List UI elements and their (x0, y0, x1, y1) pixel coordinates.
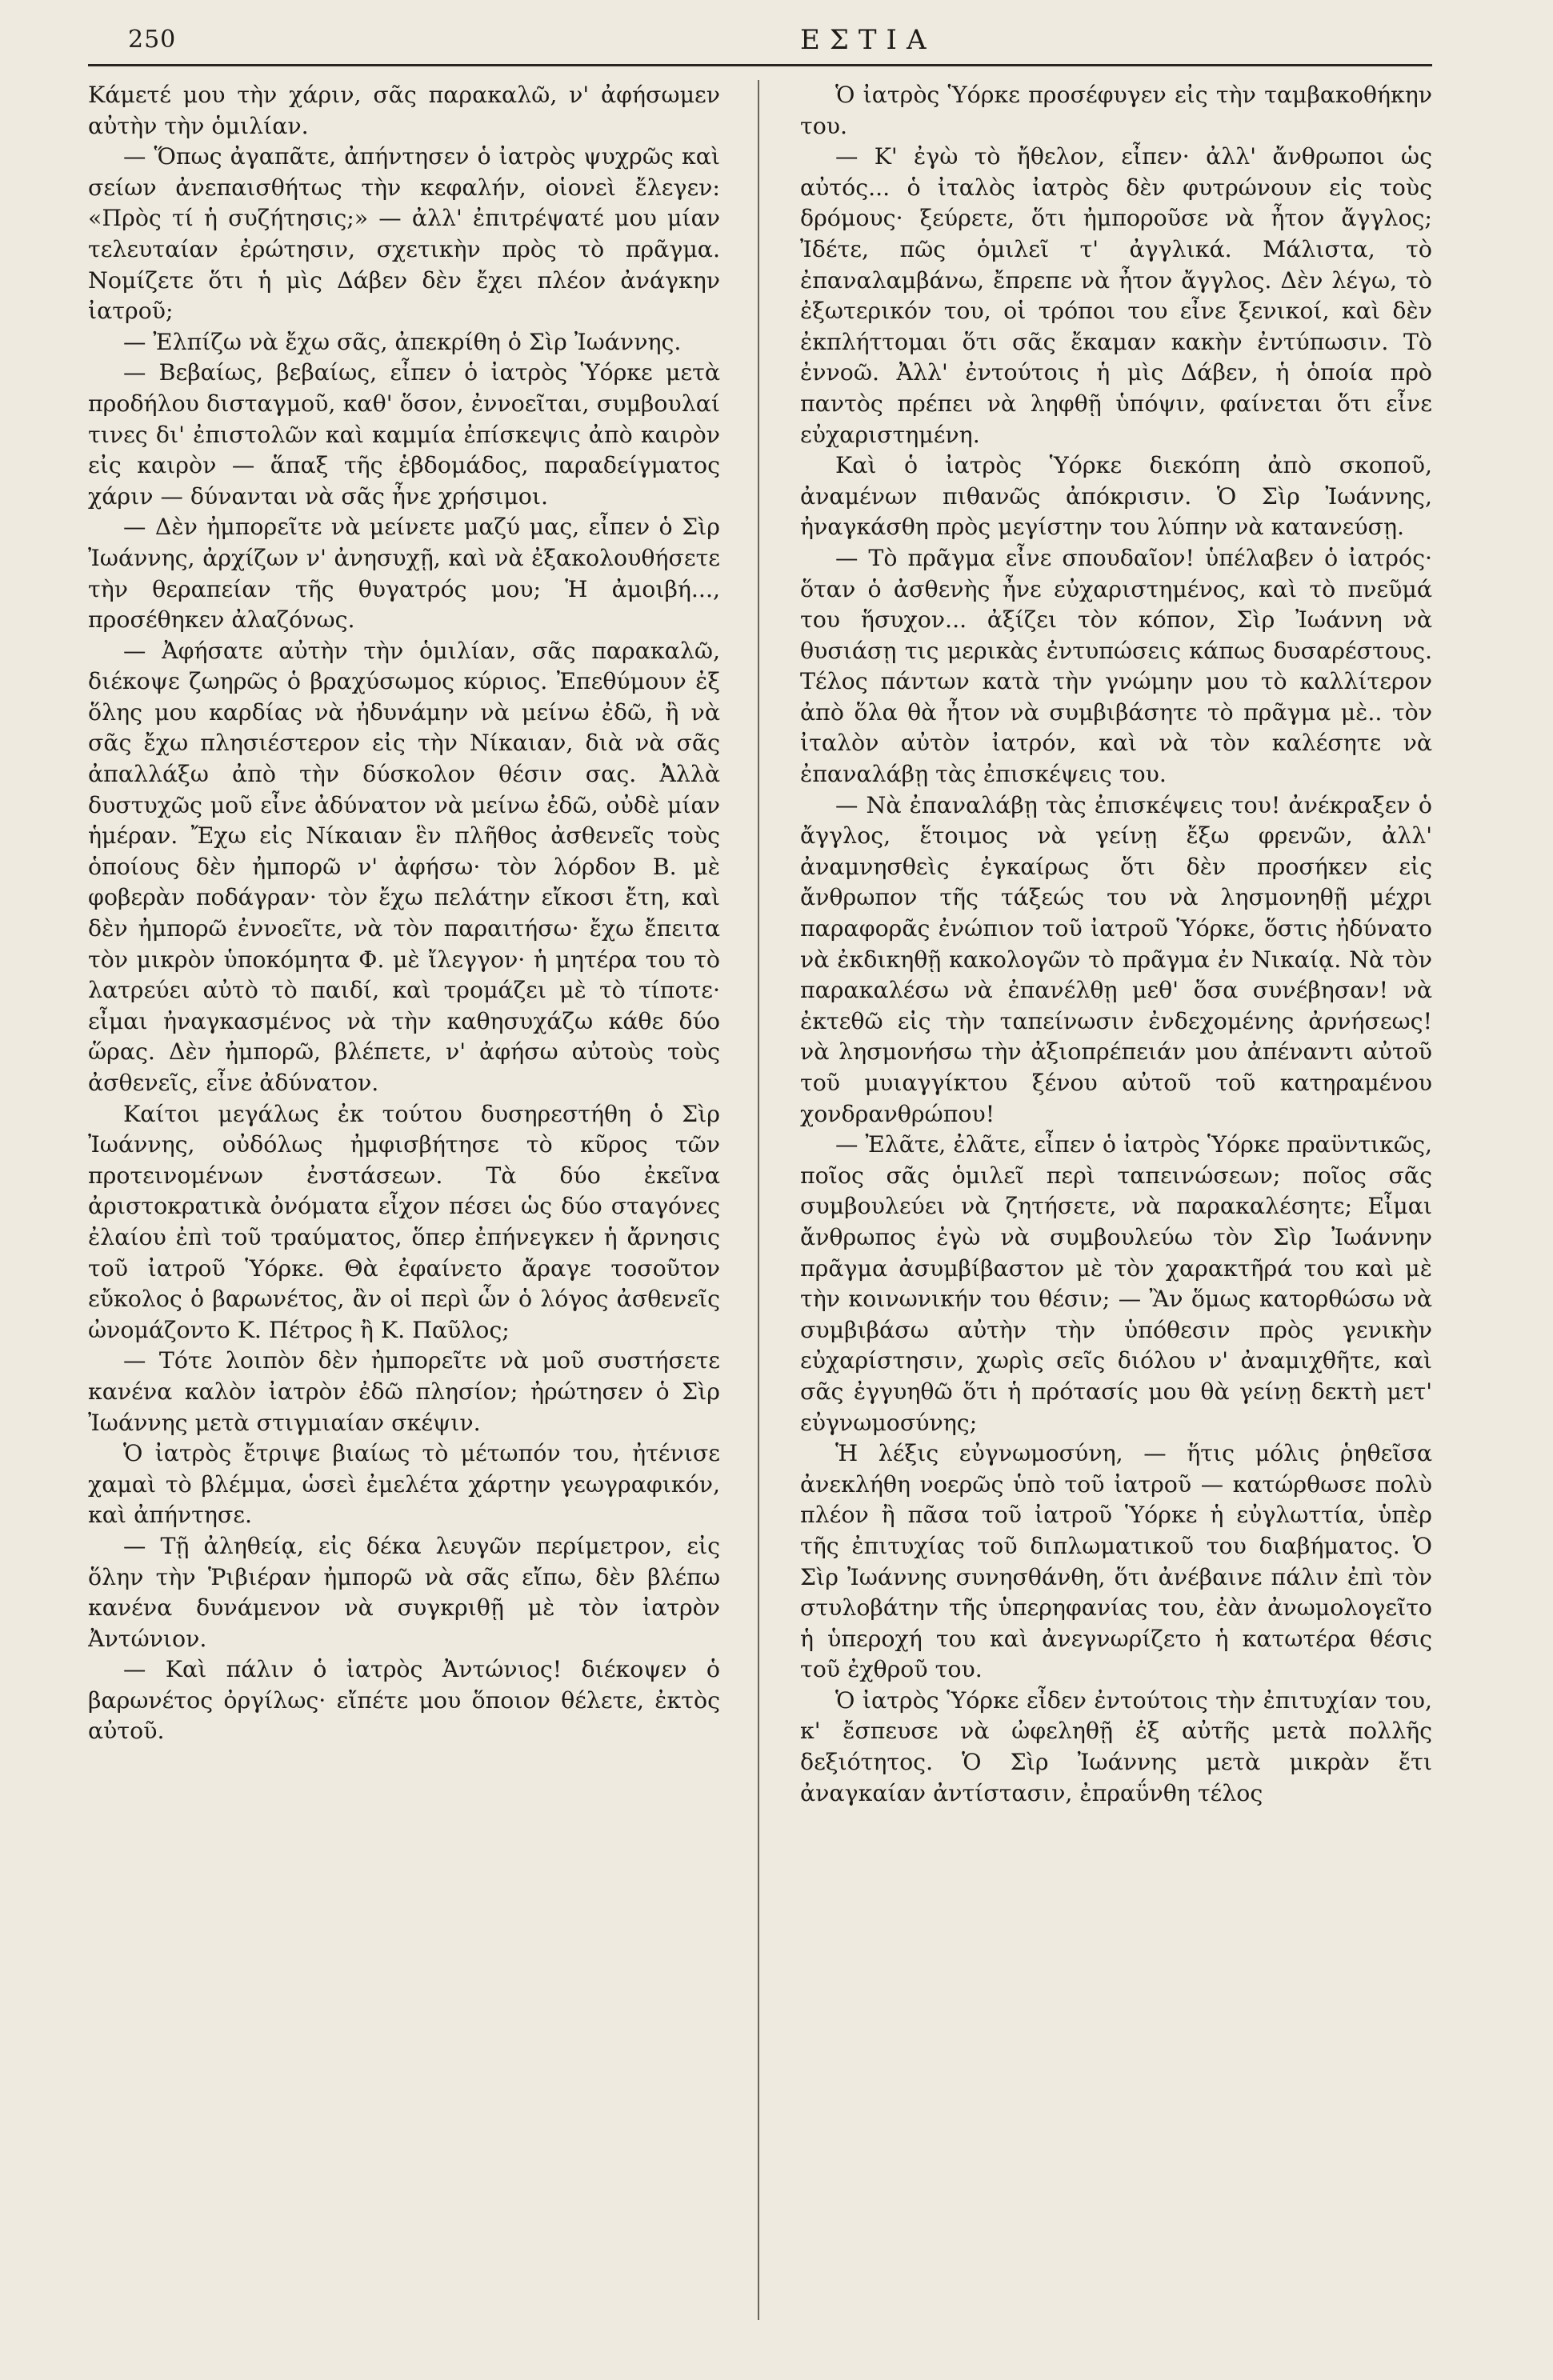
paragraph: — Ὅπως ἀγαπᾶτε, ἀπήντησεν ὁ ἰατρὸς ψυχρῶς καὶ σείων ἀνεπαισθήτως τὴν κεφαλήν, οἱονεὶ ἔλεγεν: «Πρὸς τί ἡ συζήτησις;» — ἀλλ' ἐπιτρέψατέ μου μίαν τελευταίαν ἐρώτησιν, σχετικὴν πρὸς τὸ πρᾶγμα. Νομίζετε ὅτι ἡ μὶς Δάβεν δὲν ἔχει πλέον ἀνάγκην ἰατροῦ; (88, 143, 720, 325)
paragraph: — Καὶ πάλιν ὁ ἰατρὸς Ἀντώνιος! διέκοψεν ὁ βαρωνέτος ὀργίλως· εἴπέτε μου ὅποιον θέλετε, ἐκτὸς αὐτοῦ. (88, 1656, 720, 1745)
paragraph: — Δὲν ἠμπορεῖτε νὰ μείνετε μαζύ μας, εἶπεν ὁ Σὶρ Ἰωάννης, ἀρχίζων ν' ἀνησυχῇ, καὶ νὰ ἐξακολουθήσετε τὴν θεραπείαν τῆς θυγατρός μου; Ἡ ἀμοιβή..., προσέθηκεν ἀλαζόνως. (88, 514, 720, 634)
paragraph: — Ἐλπίζω νὰ ἔχω σᾶς, ἀπεκρίθη ὁ Σὶρ Ἰωάννης. (123, 328, 682, 355)
paragraph: — Ἀφήσατε αὐτὴν τὴν ὁμιλίαν, σᾶς παρακαλῶ, διέκοψε ζωηρῶς ὁ βραχύσωμος κύριος. Ἐπεθύμουν ἐξ ὅλης μου καρδίας νὰ ἠδυνάμην νὰ μείνω ἐδῶ, ἢ νὰ σᾶς ἔχω πλησιέστερον εἰς τὴν Νίκαιαν, διὰ νὰ σᾶς ἀπαλλάξω ἀπὸ τὴν δύσκολον θέσιν σας. Ἀλλὰ δυστυχῶς μοῦ εἶνε ἀδύνατον νὰ μείνω ἐδῶ, οὐδὲ μίαν ἡμέραν. Ἔχω εἰς Νίκαιαν ἓν πλῆθος ἀσθενεῖς τοὺς ὁποίους δὲν ἠμπορῶ ν' ἀφήσω· τὸν λόρδον Β. μὲ φοβερὰν ποδάγραν· τὸν ἔχω πελάτην εἴκοσι ἔτη, καὶ δὲν ἠμπορῶ ἐννοεῖτε, νὰ τὸν παραιτήσω· ἔχω ἔπειτα τὸν μικρὸν ὑποκόμητα Φ. μὲ ἴλεγγον· ἡ μητέρα του τὸ λατρεύει αὐτὸ τὸ παιδί, καὶ τρομάζει μὲ τὸ τίποτε· εἶμαι ἠναγκασμένος νὰ τὴν καθησυχάζω κάθε δύο ὥρας. Δὲν ἠμπορῶ, βλέπετε, ν' ἀφήσω αὐτοὺς τοὺς ἀσθενεῖς, εἶνε ἀδύνατον. (88, 637, 720, 1096)
right-column (800, 80, 1432, 2352)
paragraph: — Τὸ πρᾶγμα εἶνε σπουδαῖον! ὑπέλαβεν ὁ ἰατρός· ὅταν ὁ ἀσθενὴς ἦνε εὐχαριστημένος, καὶ τὸ πνεῦμά του ἥσυχον... ἀξίζει τὸν κόπον, Σὶρ Ἰωάννη νὰ θυσιάσῃ τις μερικὰς ἐντυπώσεις κάπως δυσαρέστους. Τέλος πάντων κατὰ τὴν γνώμην μου τὸ καλλίτερον ἀπὸ ὅλα θὰ ἦτον νὰ συμβιβάσητε τὸ πρᾶγμα μὲ.. τὸν ἰταλὸν αὐτὸν ἰατρόν, καὶ νὰ τὸν καλέσητε νὰ ἐπαναλάβῃ τὰς ἐπισκέψεις του. (800, 544, 1432, 788)
left-column (88, 80, 720, 2352)
paragraph: — Κ' ἐγὼ τὸ ἤθελον, εἶπεν· ἀλλ' ἄνθρωποι ὡς αὐτός... ὁ ἰταλὸς ἰατρὸς δὲν φυτρώνουν εἰς τοὺς δρόμους· ξεύρετε, ὅτι ἠμποροῦσε νὰ ἦτον ἄγγλος; Ἰδέτε, πῶς ὁμιλεῖ τ' ἀγγλικά. Μάλιστα, τὸ ἐπαναλαμβάνω, ἔπρεπε νὰ ἦτον ἄγγλος. Δὲν λέγω, τὸ ἐξωτερικόν του, οἱ τρόποι του εἶνε ξενικοί, καὶ δὲν ἐκπλήττομαι ὅτι σᾶς ἔκαμαν κακὴν ἐντύπωσιν. Τὸ ἐννοῶ. Ἀλλ' ἐντούτοις ἡ μὶς Δάβεν, ἡ ὁποία πρὸ παντὸς πρέπει νὰ ληφθῇ ὑπόψιν, φαίνεται ὅτι εἶνε εὐχαριστημένη. (800, 143, 1432, 448)
paragraph: Καὶ ὁ ἰατρὸς Ὑόρκε διεκόπη ἀπὸ σκοποῦ, ἀναμένων πιθανῶς ἀπόκρισιν. Ὁ Σὶρ Ἰωάννης, ἠναγκάσθη πρὸς μεγίστην του λύπην νὰ κατανεύσῃ. (800, 452, 1432, 541)
column-divider (758, 80, 759, 2320)
paragraph: Ὁ ἰατρὸς Ὑόρκε εἶδεν ἐντούτοις τὴν ἐπιτυχίαν του, κ' ἔσπευσε νὰ ὠφεληθῇ ἐξ αὐτῆς μετὰ πολλῆς δεξιότητος. Ὁ Σὶρ Ἰωάννης μετὰ μικρὰν ἔτι ἀναγκαίαν ἀντίστασιν, ἐπραΰνθη τέλος (800, 1686, 1432, 1806)
paragraph: — Ἐλᾶτε, ἐλᾶτε, εἶπεν ὁ ἰατρὸς Ὑόρκε πραϋντικῶς, ποῖος σᾶς ὁμιλεῖ περὶ ταπεινώσεων; ποῖος σᾶς συμβουλεύει νὰ ζητήσετε, νὰ παρακαλέσητε; Εἶμαι ἄνθρωπος ἐγὼ νὰ συμβουλεύω τὸν Σὶρ Ἰωάννην πρᾶγμα ἀσυμβίβαστον μὲ τὸν χαρακτῆρά του καὶ μὲ τὴν κοινωνικήν του θέσιν; — Ἂν ὅμως κατορθώσω νὰ συμβιβάσω αὐτὴν τὴν ὑπόθεσιν πρὸς γενικὴν εὐχαρίστησιν, χωρὶς σεῖς διόλου ν' ἀναμιχθῆτε, καὶ σᾶς ἐγγυηθῶ ὅτι ἡ πρότασίς μου θὰ γείνῃ δεκτὴ μετ' εὐγνωμοσύνης; (800, 1131, 1432, 1436)
paragraph: — Νὰ ἐπαναλάβῃ τὰς ἐπισκέψεις του! ἀνέκραξεν ὁ ἄγγλος, ἕτοιμος νὰ γείνῃ ἔξω φρενῶν, ἀλλ' ἀναμνησθεὶς ἐγκαίρως ὅτι δὲν προσήκεν εἰς ἄνθρωπον τῆς τάξεώς του νὰ λησμονηθῇ μέχρι παραφορᾶς ἐνώπιον τοῦ ἰατροῦ Ὑόρκε, ὅστις ἠδύνατο νὰ ἐκδικηθῇ κακολογῶν τὸ πρᾶγμα ἐν Νικαίᾳ. Νὰ τὸν παρακαλέσω νὰ ἐπανέλθῃ μεθ' ὅσα συνέβησαν! νὰ ἐκτεθῶ εἰς τὴν ταπείνωσιν ἐνδεχομένης ἀρνήσεως! νὰ λησμονήσω τὴν ἀξιοπρέπειάν μου ἀπέναντι αὐτοῦ τοῦ μυιαγγίκτου ξένου αὐτοῦ τοῦ κατηραμένου χονδρανθρώπου! (800, 791, 1432, 1127)
header-rule (88, 64, 1432, 66)
page-header (88, 22, 1432, 61)
paragraph: Ἡ λέξις εὐγνωμοσύνη, — ἥτις μόλις ῥηθεῖσα ἀνεκλήθη νοερῶς ὑπὸ τοῦ ἰατροῦ — κατώρθωσε πολὺ πλέον ἢ πᾶσα τοῦ ἰατροῦ Ὑόρκε ἡ εὐγλωττία, ὑπὲρ τῆς ἐπιτυχίας τοῦ διπλωματικοῦ του διαβήματος. Ὁ Σὶρ Ἰωάννης συνησθάνθη, ὅτι ἀνέβαινε πάλιν ἐπὶ τὸν στυλοβάτην τῆς ὑπερηφανίας του, ἐὰν ἀνωμολογεῖτο ἡ ὑπεροχή του καὶ ἀνεγνωρίζετο ἡ κατωτέρα θέσις τοῦ ἐχθροῦ του. (800, 1440, 1432, 1683)
paragraph: — Τότε λοιπὸν δὲν ἠμπορεῖτε νὰ μοῦ συστήσετε κανένα καλὸν ἰατρὸν ἐδῶ πλησίον; ἠρώτησεν ὁ Σὶρ Ἰωάννης μετὰ στιγμιαίαν σκέψιν. (88, 1347, 720, 1436)
paragraph: — Βεβαίως, βεβαίως, εἶπεν ὁ ἰατρὸς Ὑόρκε μετὰ προδήλου δισταγμοῦ, καθ' ὅσον, ἐννοεῖται, συμβουλαί τινες δι' ἐπιστολῶν καὶ καμμία ἐπίσκεψις ἀπὸ καιρὸν εἰς καιρὸν — ἅπαξ τῆς ἑβδομάδος, παραδείγματος χάριν — δύνανται νὰ σᾶς ἦνε χρήσιμοι. (88, 359, 720, 510)
paragraph: Ὁ ἰατρὸς ἔτριψε βιαίως τὸ μέτωπόν του, ἠτένισε χαμαὶ τὸ βλέμμα, ὡσεὶ ἐμελέτα χάρτην γεωγραφικόν, καὶ ἀπήντησε. (88, 1440, 720, 1529)
page-number: 250 (128, 26, 177, 54)
paragraph: Κάμετέ μου τὴν χάριν, σᾶς παρακαλῶ, ν' ἀφήσωμεν αὐτὴν τὴν ὁμιλίαν. (88, 82, 720, 139)
running-title: ΕΣΤΙΑ (800, 24, 936, 56)
paragraph: — Τῇ ἀληθείᾳ, εἰς δέκα λευγῶν περίμετρον, εἰς ὅλην τὴν Ῥιβιέραν ἠμπορῶ νὰ σᾶς εἴπω, δὲν βλέπω κανένα δυνάμενον νὰ συγκριθῇ μὲ τὸν ἰατρὸν Ἀντώνιον. (88, 1532, 720, 1652)
paragraph: Καίτοι μεγάλως ἐκ τούτου δυσηρεστήθη ὁ Σὶρ Ἰωάννης, οὐδόλως ἠμφισβήτησε τὸ κῦρος τῶν προτεινομένων ἐνστάσεων. Τὰ δύο ἐκεῖνα ἀριστοκρατικὰ ὀνόματα εἶχον πέσει ὡς δύο σταγόνες ἐλαίου ἐπὶ τοῦ τραύματος, ὅπερ ἐπήνεγκεν ἡ ἄρνησις τοῦ ἰατροῦ Ὑόρκε. Θὰ ἐφαίνετο ἄραγε τοσοῦτον εὔκολος ὁ βαρωνέτος, ἂν οἱ περὶ ὧν ὁ λόγος ἀσθενεῖς ὠνομάζοντο Κ. Πέτρος ἢ Κ. Παῦλος; (88, 1100, 720, 1343)
paragraph: Ὁ ἰατρὸς Ὑόρκε προσέφυγεν εἰς τὴν ταμβακοθήκην του. (800, 82, 1432, 139)
